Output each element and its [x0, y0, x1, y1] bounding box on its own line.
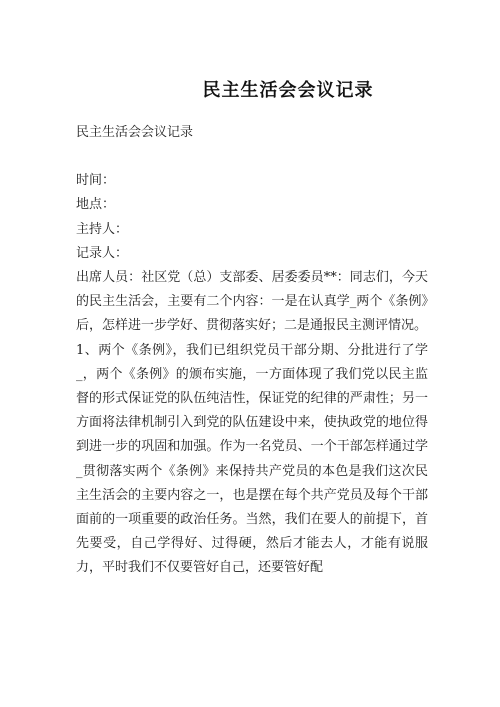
item-one-paragraph: 1、两个《条例》，我们已组织党员干部分期、分批进行了学_，两个《条例》的颁布实施，一方面体现了我们党以民主监督的形式保证党的队伍纯洁性，保证党的纪律的严肃性；另一方面将法律机制引入到党的队伍建设中来，使执政党的地位得到进一步的巩固和加强。作为一名党员、一个干部怎样通过学_贯彻落实两个《条例》来保持共产党员的本色是我们这次民主生活会的主要内容之一，也是摆在每个共产党员及每个干部面前的一项重要的政治任务。当然，我们在要人的前提下，首先要受，自己学得好、过得硬，然后才能去人，才能有说服力，平时我们不仅要管好自己，还要管好配: [76, 342, 428, 576]
document-title: 民主生活会会议记录: [202, 80, 374, 101]
document-body: [76, 121, 428, 581]
attendees-paragraph: 出席人员：社区党（总）支部委、居委委员**：同志们，今天的民主生活会，主要有二个内容：一是在认真学_两个《条例》后，怎样进一步学好、贯彻落实好；二是通报民主测评情况。: [76, 270, 428, 334]
document-subtitle: 民主生活会会议记录: [76, 125, 194, 140]
host-field: 主持人：: [76, 221, 129, 237]
time-field: 时间：: [76, 173, 116, 189]
recorder-field: 记录人：: [76, 245, 129, 261]
place-field: 地点：: [76, 197, 116, 213]
